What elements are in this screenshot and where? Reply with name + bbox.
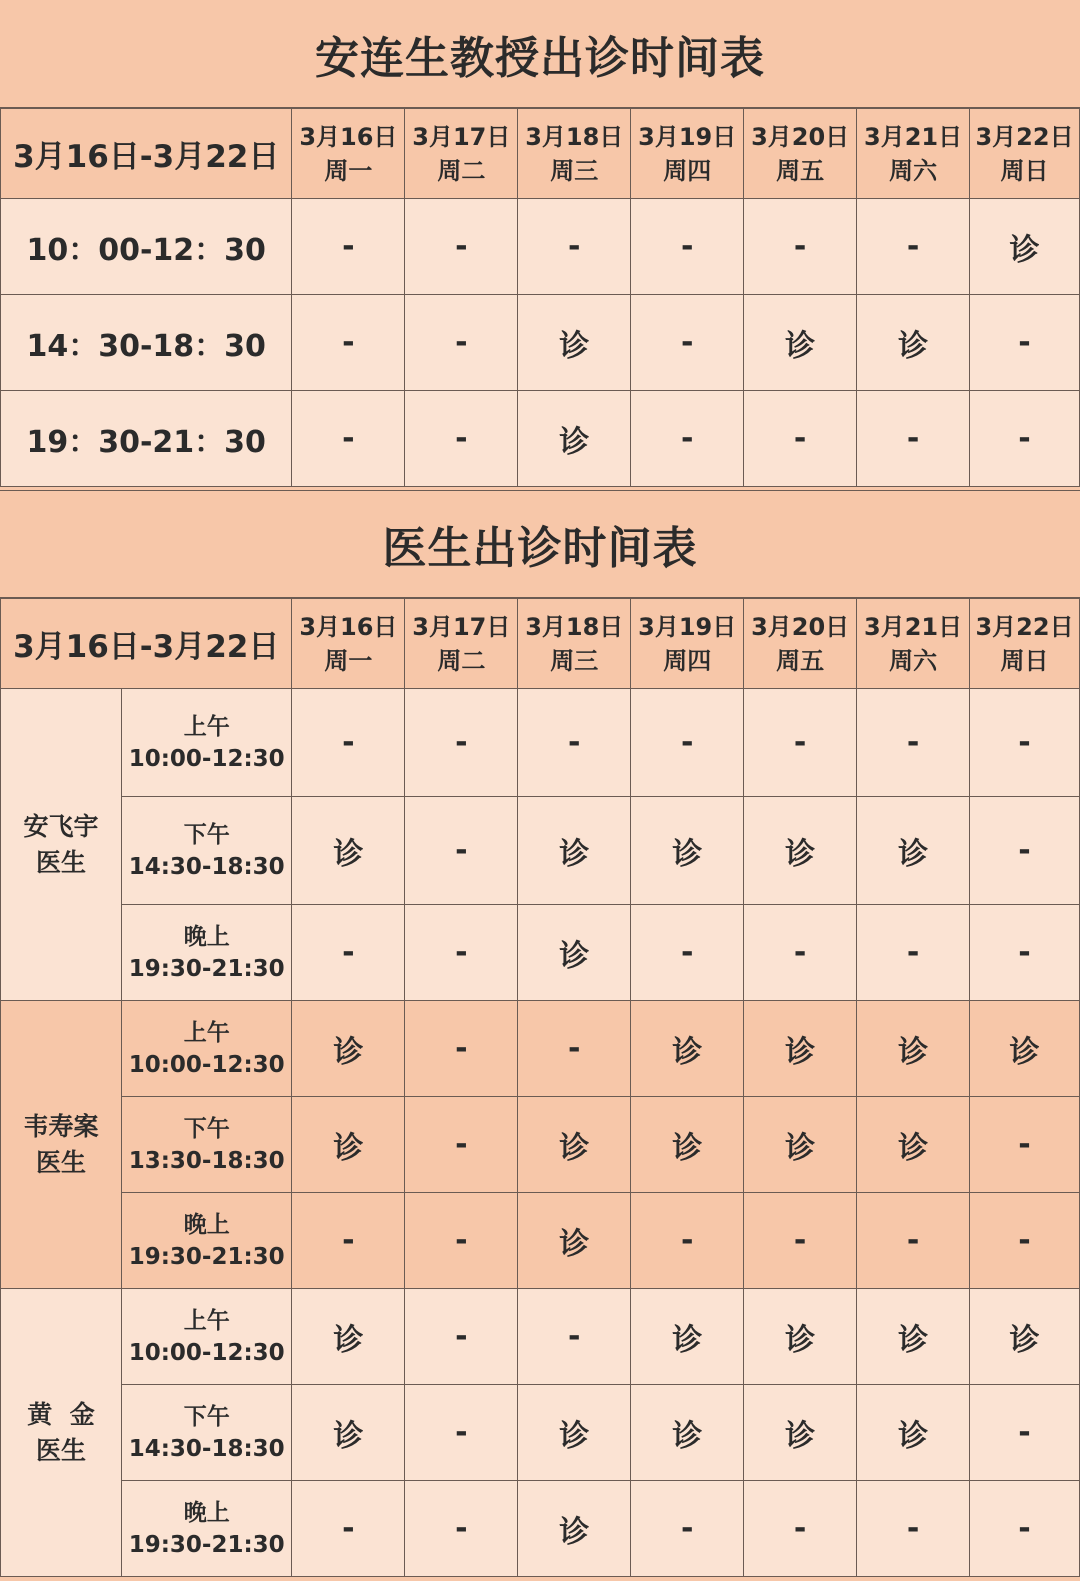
schedule-cell: 诊 [970,1001,1080,1097]
professor-header-row [1,109,1080,199]
slot-period: 下午 [183,821,230,848]
schedule-cell: - [292,1193,405,1289]
schedule-cell: - [292,689,405,797]
schedule-cell: 诊 [631,1097,744,1193]
day-date: 3月22日 [975,122,1074,151]
day-header [518,109,631,199]
slot-period: 上午 [183,713,230,740]
schedule-cell: - [405,199,518,295]
slot-time: 19:30-21:30 [128,1243,285,1270]
date-range-header: 3月16日-3月22日 [1,599,292,689]
schedule-cell: - [405,1193,518,1289]
slot-period: 晚上 [183,1499,230,1526]
time-slot-label [122,689,292,797]
schedule-cell: 诊 [970,1289,1080,1385]
time-slot-label [122,905,292,1001]
schedule-cell: 诊 [518,1385,631,1481]
day-header [292,109,405,199]
schedule-cell: - [405,797,518,905]
date-range-header: 3月16日-3月22日 [1,109,292,199]
slot-period: 上午 [183,1019,230,1046]
schedule-cell: 诊 [744,295,857,391]
doctor-header-row [1,599,1080,689]
schedule-cell: 诊 [292,1385,405,1481]
doctor-schedule-table [0,598,1080,1577]
professor-time-row [1,295,1080,391]
doctor-slot-row [1,689,1080,797]
time-slot-label: 14：30-18：30 [1,295,292,391]
day-header [518,599,631,689]
schedule-cell: 诊 [518,391,631,487]
schedule-cell: - [744,1481,857,1577]
schedule-cell: - [405,295,518,391]
day-weekday: 周五 [776,646,825,675]
schedule-cell: 诊 [631,1385,744,1481]
day-date: 3月17日 [412,122,511,151]
schedule-cell: 诊 [292,1289,405,1385]
schedule-cell: 诊 [518,905,631,1001]
slot-period: 晚上 [183,923,230,950]
schedule-cell: - [405,1385,518,1481]
schedule-cell: - [857,391,970,487]
day-date: 3月21日 [864,122,963,151]
doctor-slot-row [1,1481,1080,1577]
schedule-cell: - [518,199,631,295]
schedule-cell: - [292,199,405,295]
day-date: 3月21日 [864,612,963,641]
professor-time-row [1,391,1080,487]
schedule-cell: 诊 [744,1001,857,1097]
doctor-name [1,1289,122,1577]
day-header [857,109,970,199]
schedule-cell: - [631,199,744,295]
schedule-cell: - [970,391,1080,487]
time-slot-label [122,1289,292,1385]
day-header [405,599,518,689]
day-weekday: 周四 [663,646,712,675]
doctor-slot-row [1,1097,1080,1193]
slot-time: 14:30-18:30 [128,853,285,880]
schedule-cell: - [970,905,1080,1001]
schedule-cell: - [405,689,518,797]
schedule-cell: - [744,905,857,1001]
schedule-cell: - [857,199,970,295]
time-slot-label [122,1001,292,1097]
schedule-cell: - [631,391,744,487]
schedule-cell: 诊 [857,797,970,905]
day-weekday: 周二 [437,646,486,675]
schedule-cell: - [405,1097,518,1193]
schedule-cell: - [518,1001,631,1097]
schedule-cell: 诊 [744,1097,857,1193]
day-weekday: 周六 [889,156,938,185]
doctor-name-line: 安飞宇 [23,811,99,841]
schedule-cell: - [292,905,405,1001]
schedule-cell: - [744,689,857,797]
day-date: 3月19日 [638,122,737,151]
doctor-slot-row [1,1289,1080,1385]
day-date: 3月18日 [525,612,624,641]
day-header [292,599,405,689]
doctor-name-line: 黄 金 [27,1399,95,1429]
day-date: 3月22日 [975,612,1074,641]
schedule-cell: - [292,295,405,391]
schedule-cell: - [857,1193,970,1289]
time-slot-label [122,797,292,905]
slot-time: 13:30-18:30 [128,1147,285,1174]
schedule-cell: - [405,391,518,487]
time-slot-label [122,1385,292,1481]
professor-time-row [1,199,1080,295]
schedule-cell: 诊 [292,1097,405,1193]
slot-time: 19:30-21:30 [128,1531,285,1558]
day-header [405,109,518,199]
day-weekday: 周日 [1000,646,1049,675]
day-date: 3月17日 [412,612,511,641]
schedule-cell: 诊 [518,295,631,391]
day-header [744,599,857,689]
slot-period: 上午 [183,1307,230,1334]
doctor-slot-row [1,905,1080,1001]
schedule-cell: 诊 [857,1001,970,1097]
slot-time: 10:00-12:30 [128,745,285,772]
schedule-cell: 诊 [631,1289,744,1385]
slot-time: 10:00-12:30 [128,1339,285,1366]
day-date: 3月16日 [299,122,398,151]
day-header [744,109,857,199]
day-weekday: 周日 [1000,156,1049,185]
day-date: 3月20日 [751,122,850,151]
time-slot-label [122,1193,292,1289]
doctor-title-line: 医生 [35,847,86,877]
doctor-schedule-title: 医生出诊时间表 [0,490,1080,598]
schedule-cell: - [405,905,518,1001]
doctor-name [1,1001,122,1289]
schedule-cell: 诊 [518,1193,631,1289]
doctor-title-line: 医生 [35,1435,86,1465]
time-slot-label: 10：00-12：30 [1,199,292,295]
schedule-cell: - [857,905,970,1001]
schedule-cell: 诊 [857,1097,970,1193]
day-weekday: 周四 [663,156,712,185]
day-header [857,599,970,689]
slot-period: 下午 [183,1403,230,1430]
schedule-cell: - [631,1193,744,1289]
slot-time: 14:30-18:30 [128,1435,285,1462]
schedule-cell: 诊 [857,1385,970,1481]
slot-time: 10:00-12:30 [128,1051,285,1078]
schedule-cell: 诊 [744,1289,857,1385]
schedule-cell: - [970,1097,1080,1193]
schedule-cell: - [405,1001,518,1097]
schedule-cell: 诊 [744,797,857,905]
schedule-cell: - [970,1481,1080,1577]
schedule-cell: - [970,797,1080,905]
schedule-cell: - [970,1385,1080,1481]
schedule-cell: 诊 [631,797,744,905]
doctor-slot-row [1,1193,1080,1289]
schedule-cell: - [292,1481,405,1577]
schedule-cell: 诊 [292,1001,405,1097]
schedule-cell: - [857,689,970,797]
schedule-cell: 诊 [292,797,405,905]
schedule-cell: 诊 [744,1385,857,1481]
day-weekday: 周二 [437,156,486,185]
schedule-cell: - [744,391,857,487]
schedule-cell: - [970,295,1080,391]
slot-time: 19:30-21:30 [128,955,285,982]
schedule-cell: - [631,689,744,797]
day-header [970,599,1080,689]
day-header [970,109,1080,199]
schedule-cell: 诊 [518,1097,631,1193]
doctor-slot-row [1,1385,1080,1481]
schedule-cell: - [292,391,405,487]
schedule-cell: - [405,1481,518,1577]
schedule-cell: - [631,295,744,391]
schedule-cell: - [744,1193,857,1289]
schedule-cell: 诊 [518,1481,631,1577]
day-weekday: 周一 [324,156,373,185]
doctor-slot-row [1,797,1080,905]
day-weekday: 周三 [550,646,599,675]
schedule-cell: 诊 [631,1001,744,1097]
professor-schedule-table [0,108,1080,487]
doctor-name [1,689,122,1001]
day-date: 3月16日 [299,612,398,641]
day-header [631,599,744,689]
schedule-cell: - [631,1481,744,1577]
time-slot-label [122,1481,292,1577]
schedule-cell: 诊 [518,797,631,905]
schedule-cell: 诊 [857,1289,970,1385]
day-date: 3月18日 [525,122,624,151]
day-weekday: 周三 [550,156,599,185]
slot-period: 晚上 [183,1211,230,1238]
doctor-name-line: 韦寿案 [23,1111,99,1141]
schedule-cell: 诊 [970,199,1080,295]
day-date: 3月19日 [638,612,737,641]
day-weekday: 周五 [776,156,825,185]
schedule-cell: - [857,1481,970,1577]
time-slot-label: 19：30-21：30 [1,391,292,487]
schedule-cell: - [518,1289,631,1385]
schedule-cell: - [970,1193,1080,1289]
doctor-title-line: 医生 [35,1147,86,1177]
day-date: 3月20日 [751,612,850,641]
schedule-cell: - [518,689,631,797]
slot-period: 下午 [183,1115,230,1142]
schedule-cell: - [405,1289,518,1385]
day-header [631,109,744,199]
schedule-cell: 诊 [857,295,970,391]
schedule-cell: - [631,905,744,1001]
schedule-cell: - [970,689,1080,797]
time-slot-label [122,1097,292,1193]
day-weekday: 周一 [324,646,373,675]
professor-schedule-title: 安连生教授出诊时间表 [0,0,1080,108]
day-weekday: 周六 [889,646,938,675]
schedule-cell: - [744,199,857,295]
doctor-slot-row [1,1001,1080,1097]
